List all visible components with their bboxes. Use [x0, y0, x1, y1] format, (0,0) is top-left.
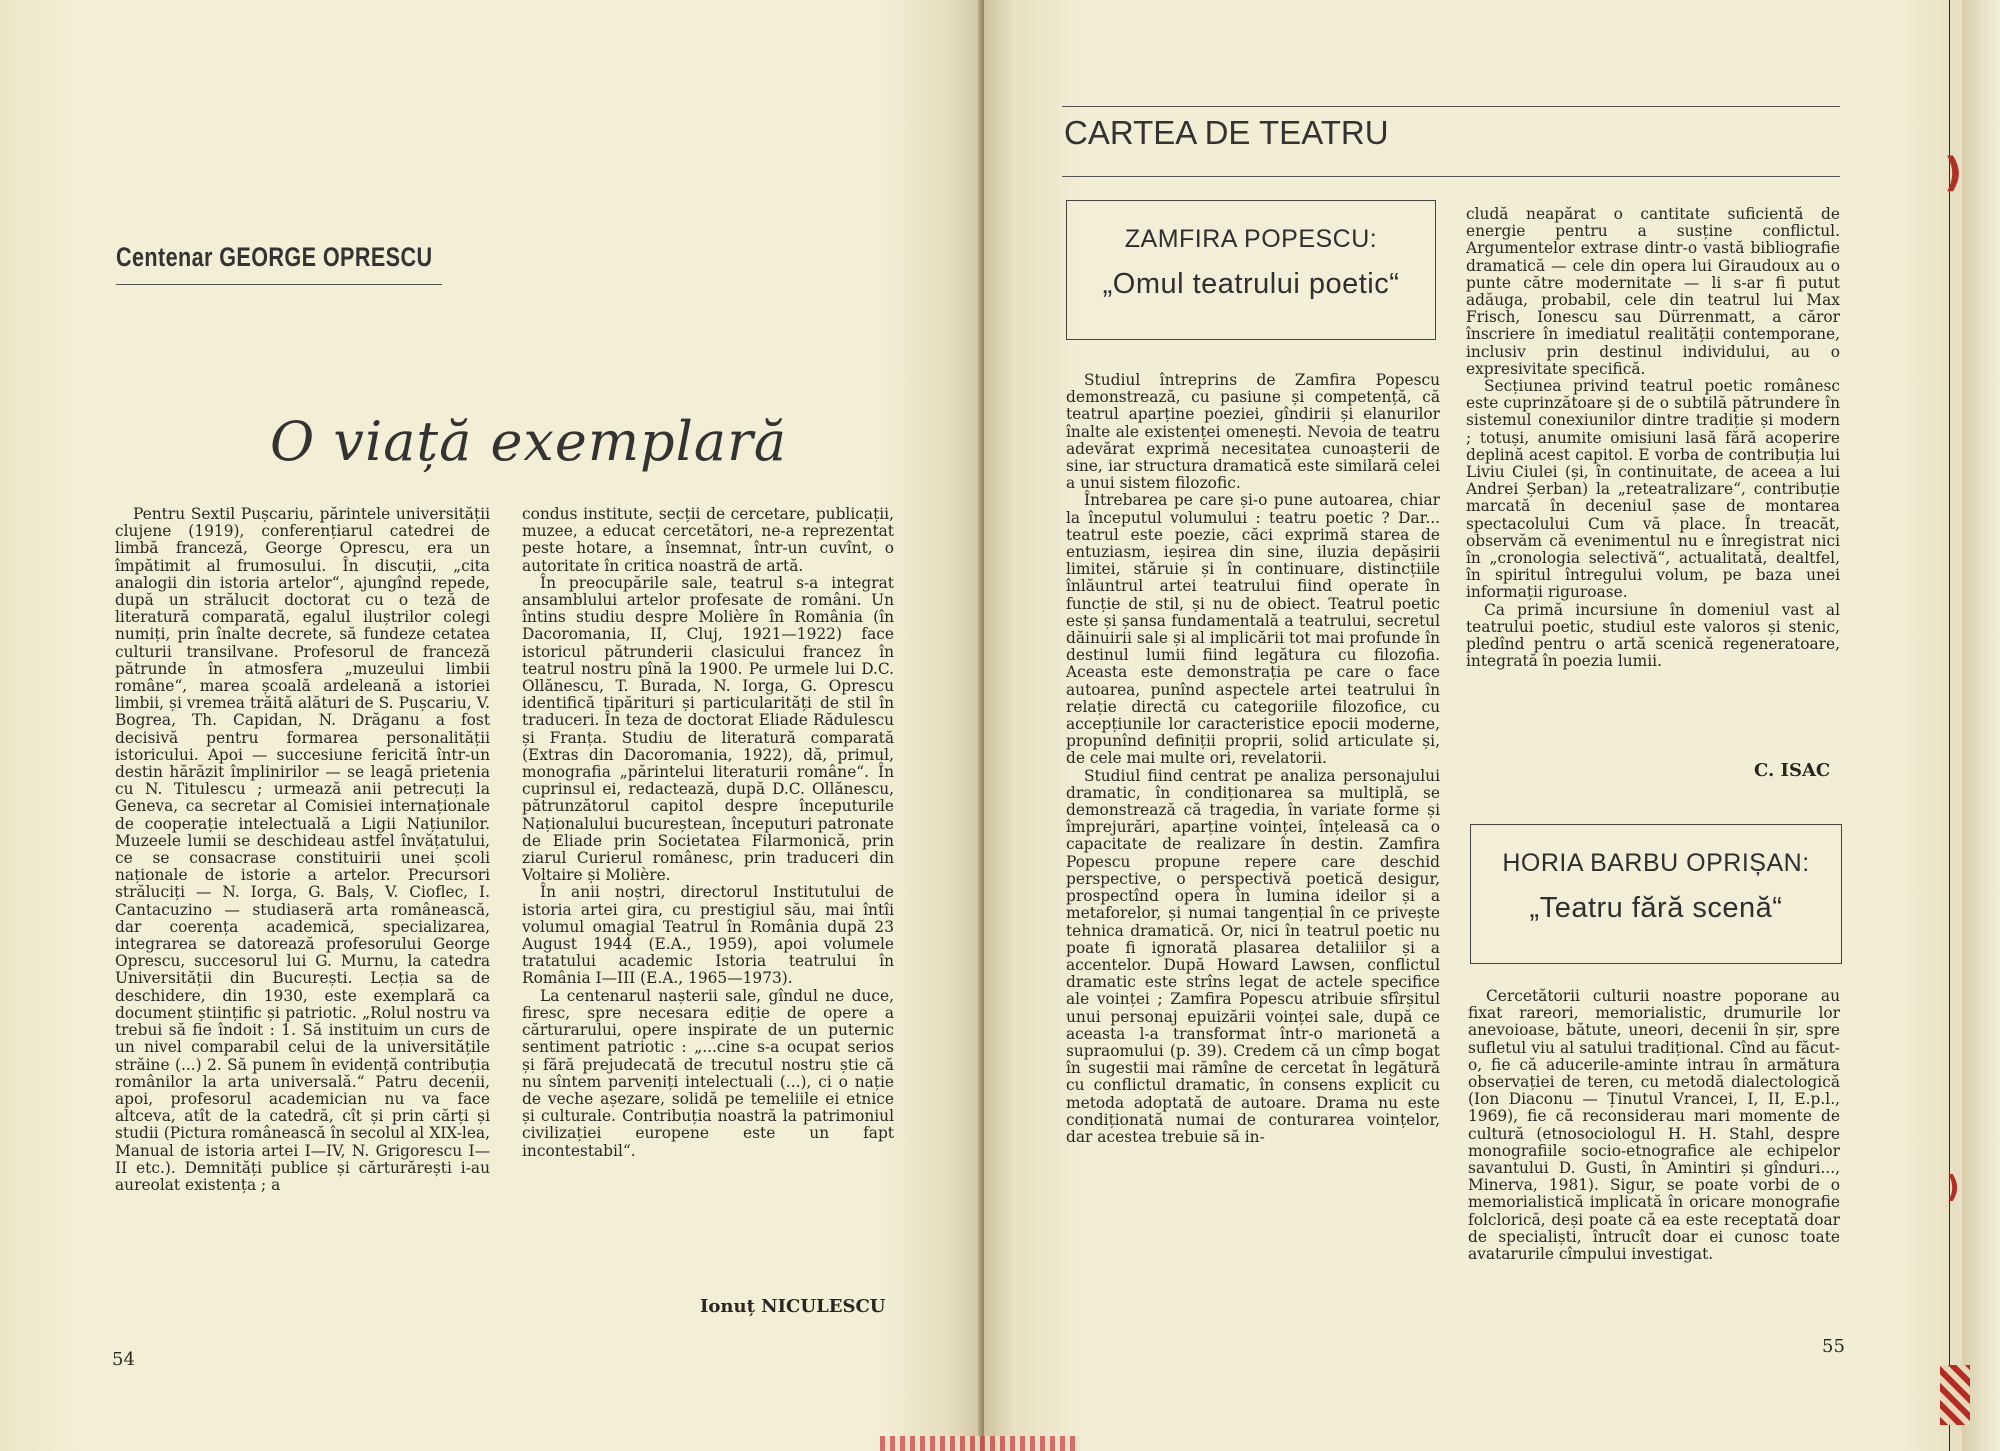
page-number: 54: [112, 1349, 135, 1370]
article-signature: Ionuț NICULESCU: [700, 1296, 886, 1317]
review-column-2: [1466, 206, 1840, 670]
article-title: O viață exemplară: [270, 410, 788, 473]
paragraph: cludă neapărat o cantitate suficientă de energie pentru a susține conflictul. Argumentelor extrase dintr-o vastă bibliografie dramatică — cele din opera lui Giraudoux au o punte către modernitate — li s-ar fi putut adăuga, probabil, cele din teatrul lui Max Frisch, Ionescu sau Dürrenmatt, a căror înscriere în imediatul realității contemporane, inclusiv prin destinul individului, au o expresivitate specifică.: [1466, 205, 1840, 378]
review-column-1: [1066, 372, 1440, 1146]
kicker-underline: [116, 284, 442, 285]
paragraph: Ca primă incursiune în domeniul vast al teatrului poetic, studiul este valoros și stenic, pledînd pentru o artă scenică regeneratoare, integrată în poezia lumii.: [1466, 600, 1840, 671]
review-author: HORIA BARBU OPRIȘAN:: [1502, 849, 1810, 877]
paragraph: condus institute, secții de cercetare, publicații, muzee, a educat cercetători, ne-a reprezentat peste hotare, a însemnat, într-un cuvînt, o autoritate în critica noastră de artă.: [522, 505, 894, 575]
paragraph: La centenarul nașterii sale, gîndul ne duce, firesc, spre necesara ediție de opere a cărturarului, opere inspirate de un puternic sentiment patriotic : „...cine s-a ocupat serios și fără prejudecată de trecutul nostru știe că nu sîntem parveniți intelectuali (...), ci o nație de veche așezare, solidă pe temeliile ei etnice și culturale. Contribuția noastră la patrimoniul civilizației europene este un fapt incontestabil“.: [522, 986, 894, 1160]
paragraph: Întrebarea pe care și-o pune autoarea, chiar la începutul volumului : teatru poetic ? Dar... teatrul este poezie, căci exprimă starea de entuziasm, ieșirea din sine, iluzia depășirii limitei, stăruie și în continuare, distincțiile înlăuntrul artei teatrului fiind operate în funcție de stil, și nu de obiect. Teatrul poetic este și șansa fundamentală a teatrului, secretul dăinuirii sale și al implicării tot mai profunde în destinul lumii fiind legătura cu filozofia. Aceasta este demonstrația pe care o face autoarea, punînd aspectele artei teatrului în relație directă cu categoriile filozofice, cu accepțiunile lor caracteristice epocii moderne, propunînd definiții proprii, solid articulate și, de cele mai multe ori, revelatorii.: [1066, 491, 1440, 768]
review-book-title: „Teatru fără scenă“: [1529, 892, 1783, 924]
section-rule: [1062, 176, 1840, 177]
kicker: Centenar GEORGE OPRESCU: [116, 242, 433, 272]
review-book-title: „Omul teatrului poetic“: [1102, 268, 1400, 300]
review-heading-box: [1470, 824, 1842, 964]
section-title: CARTEA DE TEATRU: [1064, 114, 1389, 151]
edge-red-mark: ): [1946, 1170, 1960, 1205]
right-page: [984, 0, 1949, 1451]
paragraph: În anii noștri, directorul Institutului de istoria artei gira, cu prestigiul său, mai întîi volumul omagial Teatrul în România după 23 August 1944 (E.A., 1959), apoi volumele tratatului academic Istoria teatrului în România I—III (E.A., 1965—1973).: [522, 883, 894, 988]
next-page-edge: [1962, 0, 2000, 1451]
binding-stitches-bottom: [880, 1436, 1080, 1451]
paragraph: În preocupările sale, teatrul s-a integrat ansamblului artelor profesate de români. Un întins studiu despre Molière în România (în Dacoromania, II, Cluj, 1921—1922) face istoricul pătrunderii clasicului francez în teatrul nostru pînă la 1900. Pe urmele lui D.C. Ollănescu, T. Burada, N. Iorga, G. Oprescu identifică tipărituri și particularități de stil în traduceri. În teza de doctorat Eliade Rădulescu și Franța. Studiu de literatură comparată (Extras din Dacoromania, 1922), dă, primul, monografia „părintelui literaturii române“. În cuprinsul ei, redactează, după D.C. Ollănescu, pătrunzătorul capitol despre începuturile Naționalului bucureștean, începuturi patronate de Eliade prin Societatea Filarmonică, prin ziarul Curierul românesc, prin traduceri din Voltaire și Molière.: [522, 573, 894, 885]
paragraph: Cercetătorii culturii noastre poporane au fixat rareori, memorialistic, drumurile lor anevoioase, bătute, uneori, decenii în șir, spre sufletul viu al satului tradițional. Cînd au făcut-o, fie că aducerile-aminte intrau în armătura observației de teren, cu metodă dialectologică (Ion Diaconu — Ținutul Vrancei, I, II, E.p.l., 1969), fie că reconsiderau mari momente de cultură (etnosociologul H. H. Stahl, despre monografiile socio-etnografice ale echipelor savantului D. Gusti, în Amintiri și gînduri..., Minerva, 1981). Sigur, se poate vorbi de o memorialistică implicată în oricare monografie folclorică, deși poate că ea este receptată doar de specialiști, întrucît doar ei cunosc toate avatarurile cîmpului investigat.: [1468, 987, 1840, 1264]
paragraph: Studiul întreprins de Zamfira Popescu demonstrează, cu pasiune și competență, că teatrul aparține poeziei, gîndirii și elanurilor înalte ale existenței omenești. Nevoia de teatru adevărat exprimă necesitatea cunoașterii de sine, iar structura dramatică este similară celei a unui sistem filozofic.: [1066, 371, 1440, 493]
article-column-2: [522, 506, 894, 1160]
paragraph: Studiul fiind centrat pe analiza personajului dramatic, în condiționarea sa multiplă, se demonstrează că tragedia, în variate forme și împrejurări, aparține voinței, înțeleasă ca o capacitate de realizare în destin. Zamfira Popescu propune repere care deschid perspective, o perspectivă poetică desigur, prospectînd opera în lumina ideilor și a metaforelor, și numai tangențial în ce privește tehnica dramatică. Or, nici în teatrul poetic nu poate fi ignorată plasarea detaliilor și a accentelor. După Howard Lawsen, conflictul dramatic este strîns legat de actele specifice ale voinței ; Zamfira Popescu atribuie sfîrșitul unui personaj epuizării voinței sale, după ce aceasta l-a transformat într-o marionetă a supraomului (p. 39). Credem că un cîmp bogat în sugestii mai rămîne de cercetat în legătură cu conflictul dramatic, în consens explicit cu metoda adoptată de autoare. Drama nu este condiționată numai de conturarea voințelor, dar acestea trebuie să in-: [1066, 766, 1440, 1146]
left-page: [0, 0, 982, 1451]
page-number: 55: [1822, 1336, 1845, 1357]
edge-pattern: [1940, 1365, 1970, 1425]
edge-red-mark: ): [1944, 150, 1963, 196]
article-column-1: [115, 506, 490, 1194]
review-signature: C. ISAC: [1754, 760, 1831, 781]
paragraph: Secțiunea privind teatrul poetic românesc este cuprinzătoare și de o subtilă pătrundere în sistemul conexiunilor dintre tradiție și modern ; totuși, anumite omisiuni lasă fără acoperire deplină acest capitol. E vorba de contribuția lui Liviu Ciulei (și, în continuitate, de aceea a lui Andrei Șerban) la „reteatralizare“, contribuție marcată în deceniul șase de montarea spectacolului Cum vă place. În treacăt, observăm că evenimentul nu e înregistrat nici în „cronologia selectivă“, actualitată, dealtfel, în spiritul întregului volum, pe baza unei informații riguroase.: [1466, 377, 1840, 602]
section-rule: [1062, 106, 1840, 107]
paragraph: Pentru Sextil Pușcariu, părintele universității clujene (1919), conferențiarul catedrei de limbă franceză, George Oprescu, era un împătimit al frumosului. În discuții, „cita analogii din istoria artelor“, ajungînd repede, după un strălucit doctorat cu o teză de literatură comparată, egalul iluștrilor colegi numiți, prin înalte decrete, să fundeze cetatea culturii transilvane. Profesorul de franceză pătrunde în atmosfera „muzeului limbii române“, marea școală ardeleană a istoriei limbii, și vremea trăită alături de S. Pușcariu, V. Bogrea, Th. Capidan, N. Drăganu a fost decisivă pentru formarea personalității istoricului. Apoi — succesiune fericită într-un destin hărăzit împlinirilor — se leagă prietenia cu N. Titulescu ; urmează anii petrecuți la Geneva, ca secretar al Comisiei internaționale de cooperație intelectuală a Ligii Națiunilor. Muzeele lumii se deschideau astfel învățatului, ce se consacrase constituirii unei școli naționale de istorie a artelor. Precursori străluciți — N. Iorga, G. Balș, V. Cioflec, I. Cantacuzino — studiaseră arta românească, dar coerența academică, specializarea, integrarea se datorează profesorului George Oprescu, succesorul lui G. Murnu, la catedra Universității din București. Lecția sa de deschidere, din 1930, este exemplară ca document științific și patriotic. „Rolul nostru va trebui să fie îndoit : 1. Să instituim un curs de un nivel comparabil celui de la universitățile străine (...) 2. Să punem în evidență contribuția românilor la arta universală.“ Patru decenii, apoi, profesorul academician nu va face altceva, atît de la catedră, cît și prin cărți și studii (Pictura românească în secolul al XIX-lea, Manual de istoria artei I—IV, N. Grigorescu I—II etc.). Demnități publice și cărturărești i-au aureolat existența ; a: [115, 505, 490, 1194]
review-heading-box: [1066, 200, 1436, 340]
review-author: ZAMFIRA POPESCU:: [1124, 225, 1378, 253]
review-2-column: [1468, 988, 1840, 1263]
